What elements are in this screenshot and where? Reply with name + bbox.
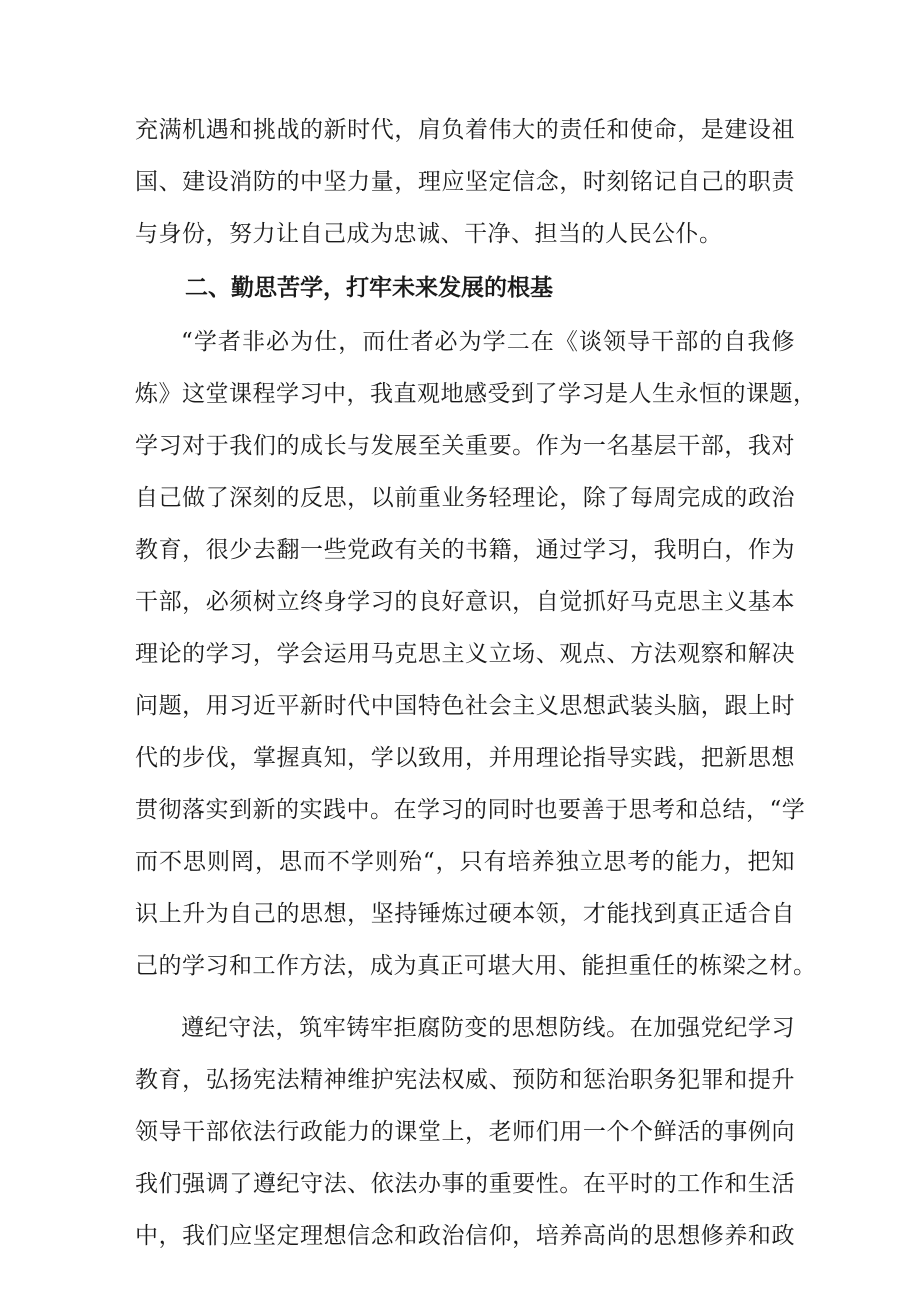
document-page: [135, 104, 817, 1262]
text-line: 教育，很少去翻一些党政有关的书籍，通过学习，我明白，作为: [135, 537, 795, 563]
text-line: 与身份，努力让自己成为忠诚、干净、担当的人民公仆。: [135, 221, 723, 247]
text-line: 国、建设消防的中坚力量，理应坚定信念，时刻铭记自己的职责: [135, 169, 795, 195]
text-line: “学者非必为仕，而仕者必为学二在《谈领导干部的自我修: [181, 329, 795, 355]
paragraph-2: [135, 316, 817, 992]
text-line: 代的步伐，掌握真知，学以致用，并用理论指导实践，把新思想: [135, 745, 795, 771]
section-heading: 二、勤思苦学，打牢未来发展的根基: [185, 275, 553, 301]
text-line: 问题，用习近平新时代中国特色社会主义思想武装头脑，跟上时: [135, 693, 795, 719]
text-line: 理论的学习，学会运用马克思主义立场、观点、方法观察和解决: [135, 641, 795, 667]
text-line: 识上升为自己的思想，坚持锤炼过硬本领，才能找到真正适合自: [135, 901, 795, 927]
paragraph-gap: [135, 992, 795, 1002]
text-line: 干部，必须树立终身学习的良好意识，自觉抓好马克思主义基本: [135, 589, 795, 615]
text-line: 我们强调了遵纪守法、依法办事的重要性。在平时的工作和生活: [135, 1171, 795, 1197]
text-line: 遵纪守法，筑牢铸牢拒腐防变的思想防线。在加强党纪学习: [181, 1015, 795, 1041]
text-line: 己的学习和工作方法，成为真正可堪大用、能担重任的栋梁之材。: [135, 953, 817, 979]
text-line: 充满机遇和挑战的新时代，肩负着伟大的责任和使命，是建设祖: [135, 117, 795, 143]
text-line: 自己做了深刻的反思，以前重业务轻理论，除了每周完成的政治: [135, 485, 795, 511]
text-line: 炼》这堂课程学习中，我直观地感受到了学习是人生永恒的课题，: [135, 381, 817, 407]
text-line: 学习对于我们的成长与发展至关重要。作为一名基层干部，我对: [135, 433, 795, 459]
paragraph-1: [135, 104, 795, 260]
text-line: 贯彻落实到新的实践中。在学习的同时也要善于思考和总结，“学: [135, 797, 806, 823]
text-line: 中，我们应坚定理想信念和政治信仰，培养高尚的思想修养和政: [135, 1223, 795, 1249]
text-line: 而不思则罔，思而不学则殆“，只有培养独立思考的能力，把知: [135, 849, 795, 875]
text-line: 领导干部依法行政能力的课堂上，老师们用一个个鲜活的事例向: [135, 1119, 795, 1145]
paragraph-3: [135, 1002, 795, 1262]
text-line: 教育，弘扬宪法精神维护宪法权威、预防和惩治职务犯罪和提升: [135, 1067, 795, 1093]
